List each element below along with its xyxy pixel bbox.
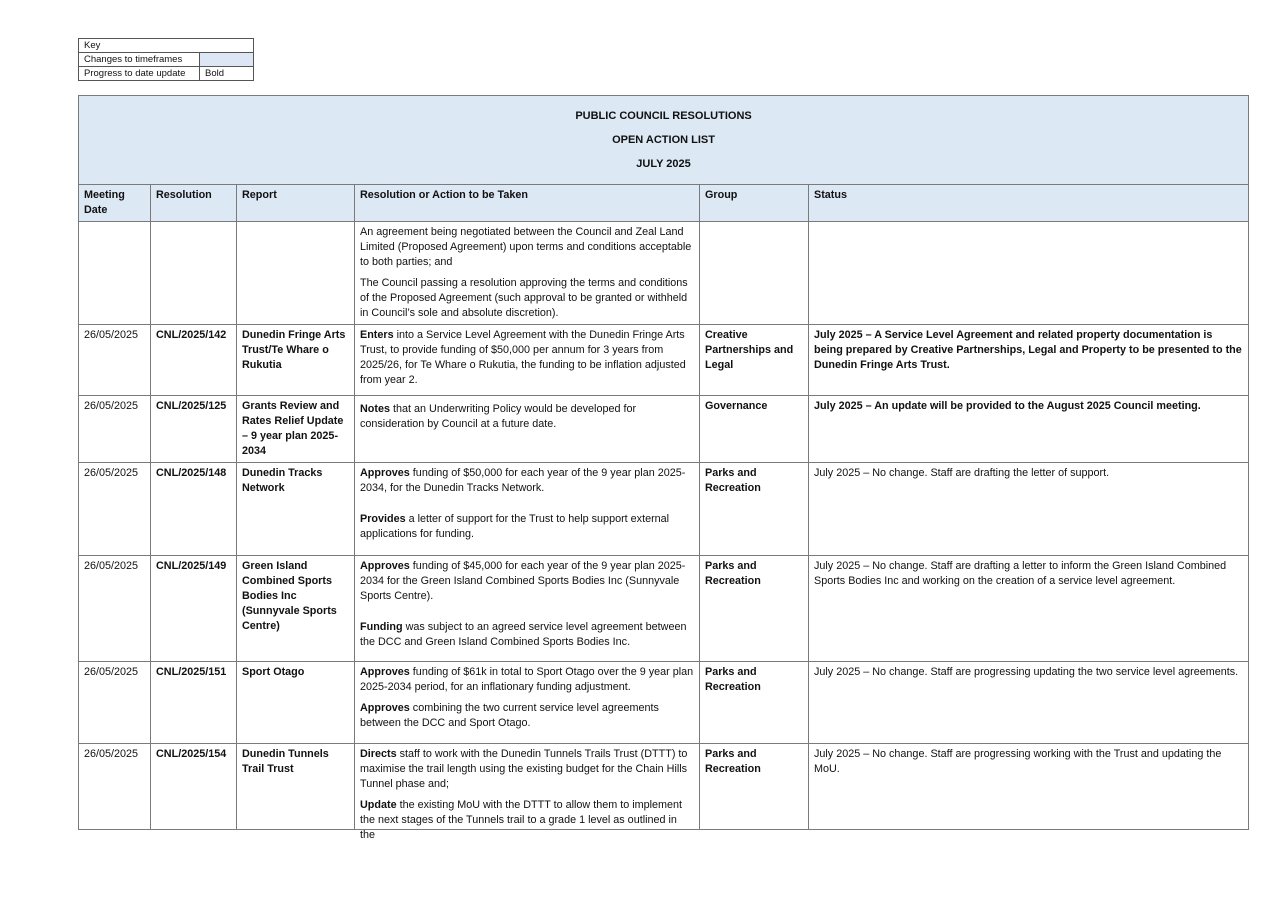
key-title: Key [79,39,254,53]
col-header-action: Resolution or Action to be Taken [355,185,700,222]
action-cell [355,222,700,325]
action-text: into a Service Level Agreement with the Dunedin Fringe Arts Trust, to provide funding of $50,000 per annum for 3 years from 2025/26, for Te Whare o Rukutia, the funding to be inflation adjusted from year 2. [360,329,686,386]
meeting-date: 26/05/2025 [79,463,151,556]
action-lead: Funding [360,621,403,633]
col-header-status: Status [809,185,1249,222]
action-text: that an Underwriting Policy would be developed for consideration by Council at a future date. [360,403,637,430]
action-cell [355,396,700,463]
action-lead: Approves [360,467,410,479]
table-row [79,662,1249,744]
action-cell [355,744,700,841]
action-lead: Enters [360,329,394,341]
key-value-progress: Bold [200,67,254,81]
table-row [79,396,1249,463]
meeting-date: 26/05/2025 [79,744,151,830]
resolution-id: CNL/2025/148 [151,463,237,556]
action-lead: Notes [360,403,390,415]
banner-subtitle: OPEN ACTION LIST [612,134,715,146]
action-lead: Directs [360,748,397,760]
report-title: Dunedin Tunnels Trail Trust [237,744,355,830]
action-text: funding of $50,000 for each year of the 9 year plan 2025-2034, for the Dunedin Tracks Network. [360,467,686,494]
resolution-id: CNL/2025/154 [151,744,237,830]
action-text: funding of $61k in total to Sport Otago over the 9 year plan 2025-2034 period, for an inflationary funding adjustment. [360,666,694,693]
action-lead: Approves [360,702,410,714]
resolution-id: CNL/2025/125 [151,396,237,463]
action-text: a letter of support for the Trust to help support external applications for funding. [360,513,670,540]
resolution-id: CNL/2025/142 [151,325,237,396]
action-lead: Approves [360,560,410,572]
action-lead: Approves [360,666,410,678]
col-header-report: Report [237,185,355,222]
report-title: Green Island Combined Sports Bodies Inc (Sunnyvale Sports Centre) [237,556,355,662]
table-row [79,744,1249,830]
status-text: July 2025 – No change. Staff are drafting the letter of support. [809,463,1249,556]
col-header-resolution: Resolution [151,185,237,222]
meeting-date: 26/05/2025 [79,662,151,744]
group-name: Parks and Recreation [700,556,809,662]
action-paragraph: An agreement being negotiated between the Council and Zeal Land Limited (Proposed Agreement) upon terms and conditions acceptable to both parties; and [360,226,692,268]
action-cell [355,662,700,744]
action-cell [355,325,700,396]
action-text: was subject to an agreed service level agreement between the DCC and Green Island Combined Sports Bodies Inc. [360,621,687,648]
report-title: Dunedin Fringe Arts Trust/Te Whare o Rukutia [237,325,355,396]
banner-period: JULY 2025 [636,158,691,170]
meeting-date: 26/05/2025 [79,396,151,463]
action-cell [355,463,700,556]
col-header-group: Group [700,185,809,222]
action-cell [355,556,700,662]
status-text: July 2025 – No change. Staff are drafting a letter to inform the Green Island Combined Sports Bodies Inc and working on the creation of a service level agreement. [809,556,1249,662]
resolution-id: CNL/2025/151 [151,662,237,744]
key-label-progress: Progress to date update [79,67,200,81]
table-row [79,325,1249,396]
resolution-id: CNL/2025/149 [151,556,237,662]
meeting-date: 26/05/2025 [79,556,151,662]
action-text: funding of $45,000 for each year of the 9 year plan 2025-2034 for the Green Island Combined Sports Bodies Inc (Sunnyvale Sports Centre). [360,560,686,602]
table-row [79,463,1249,556]
table-row [79,222,1249,325]
group-name: Parks and Recreation [700,463,809,556]
status-text: July 2025 – An update will be provided to the August 2025 Council meeting. [809,396,1249,463]
group-name: Governance [700,396,809,463]
action-text: staff to work with the Dunedin Tunnels Trails Trust (DTTT) to maximise the trail length using the existing budget for the Chain Hills Tunnel phase and; [360,748,688,790]
action-text: combining the two current service level agreements between the DCC and Sport Otago. [360,702,659,729]
banner-title: PUBLIC COUNCIL RESOLUTIONS [575,110,752,122]
report-title: Dunedin Tracks Network [237,463,355,556]
col-header-date: Meeting Date [79,185,151,222]
group-name: Creative Partnerships and Legal [700,325,809,396]
status-text: July 2025 – No change. Staff are progressing working with the Trust and updating the MoU. [809,744,1249,830]
group-name: Parks and Recreation [700,662,809,744]
action-text: the existing MoU with the DTTT to allow them to implement the next stages of the Tunnels trail to a grade 1 level as outlined in the [360,799,683,841]
key-table [78,38,254,81]
report-title: Sport Otago [237,662,355,744]
meeting-date: 26/05/2025 [79,325,151,396]
table-banner [79,96,1249,185]
group-name: Parks and Recreation [700,744,809,830]
key-label-timeframes: Changes to timeframes [79,53,200,67]
action-lead: Provides [360,513,406,525]
report-title: Grants Review and Rates Relief Update – 9 year plan 2025-2034 [237,396,355,463]
action-list-table [78,95,1249,841]
action-paragraph: The Council passing a resolution approving the terms and conditions of the Proposed Agreement (such approval to be granted or withheld in Council’s sole and absolute discretion). [360,277,688,319]
table-row [79,556,1249,662]
status-text: July 2025 – No change. Staff are progressing updating the two service level agreements. [809,662,1249,744]
status-text: July 2025 – A Service Level Agreement and related property documentation is being prepared by Creative Partnerships, Legal and Property to be presented to the Dunedin Fringe Arts Trust. [809,325,1249,396]
key-swatch-timeframes [200,53,254,67]
action-lead: Update [360,799,397,811]
